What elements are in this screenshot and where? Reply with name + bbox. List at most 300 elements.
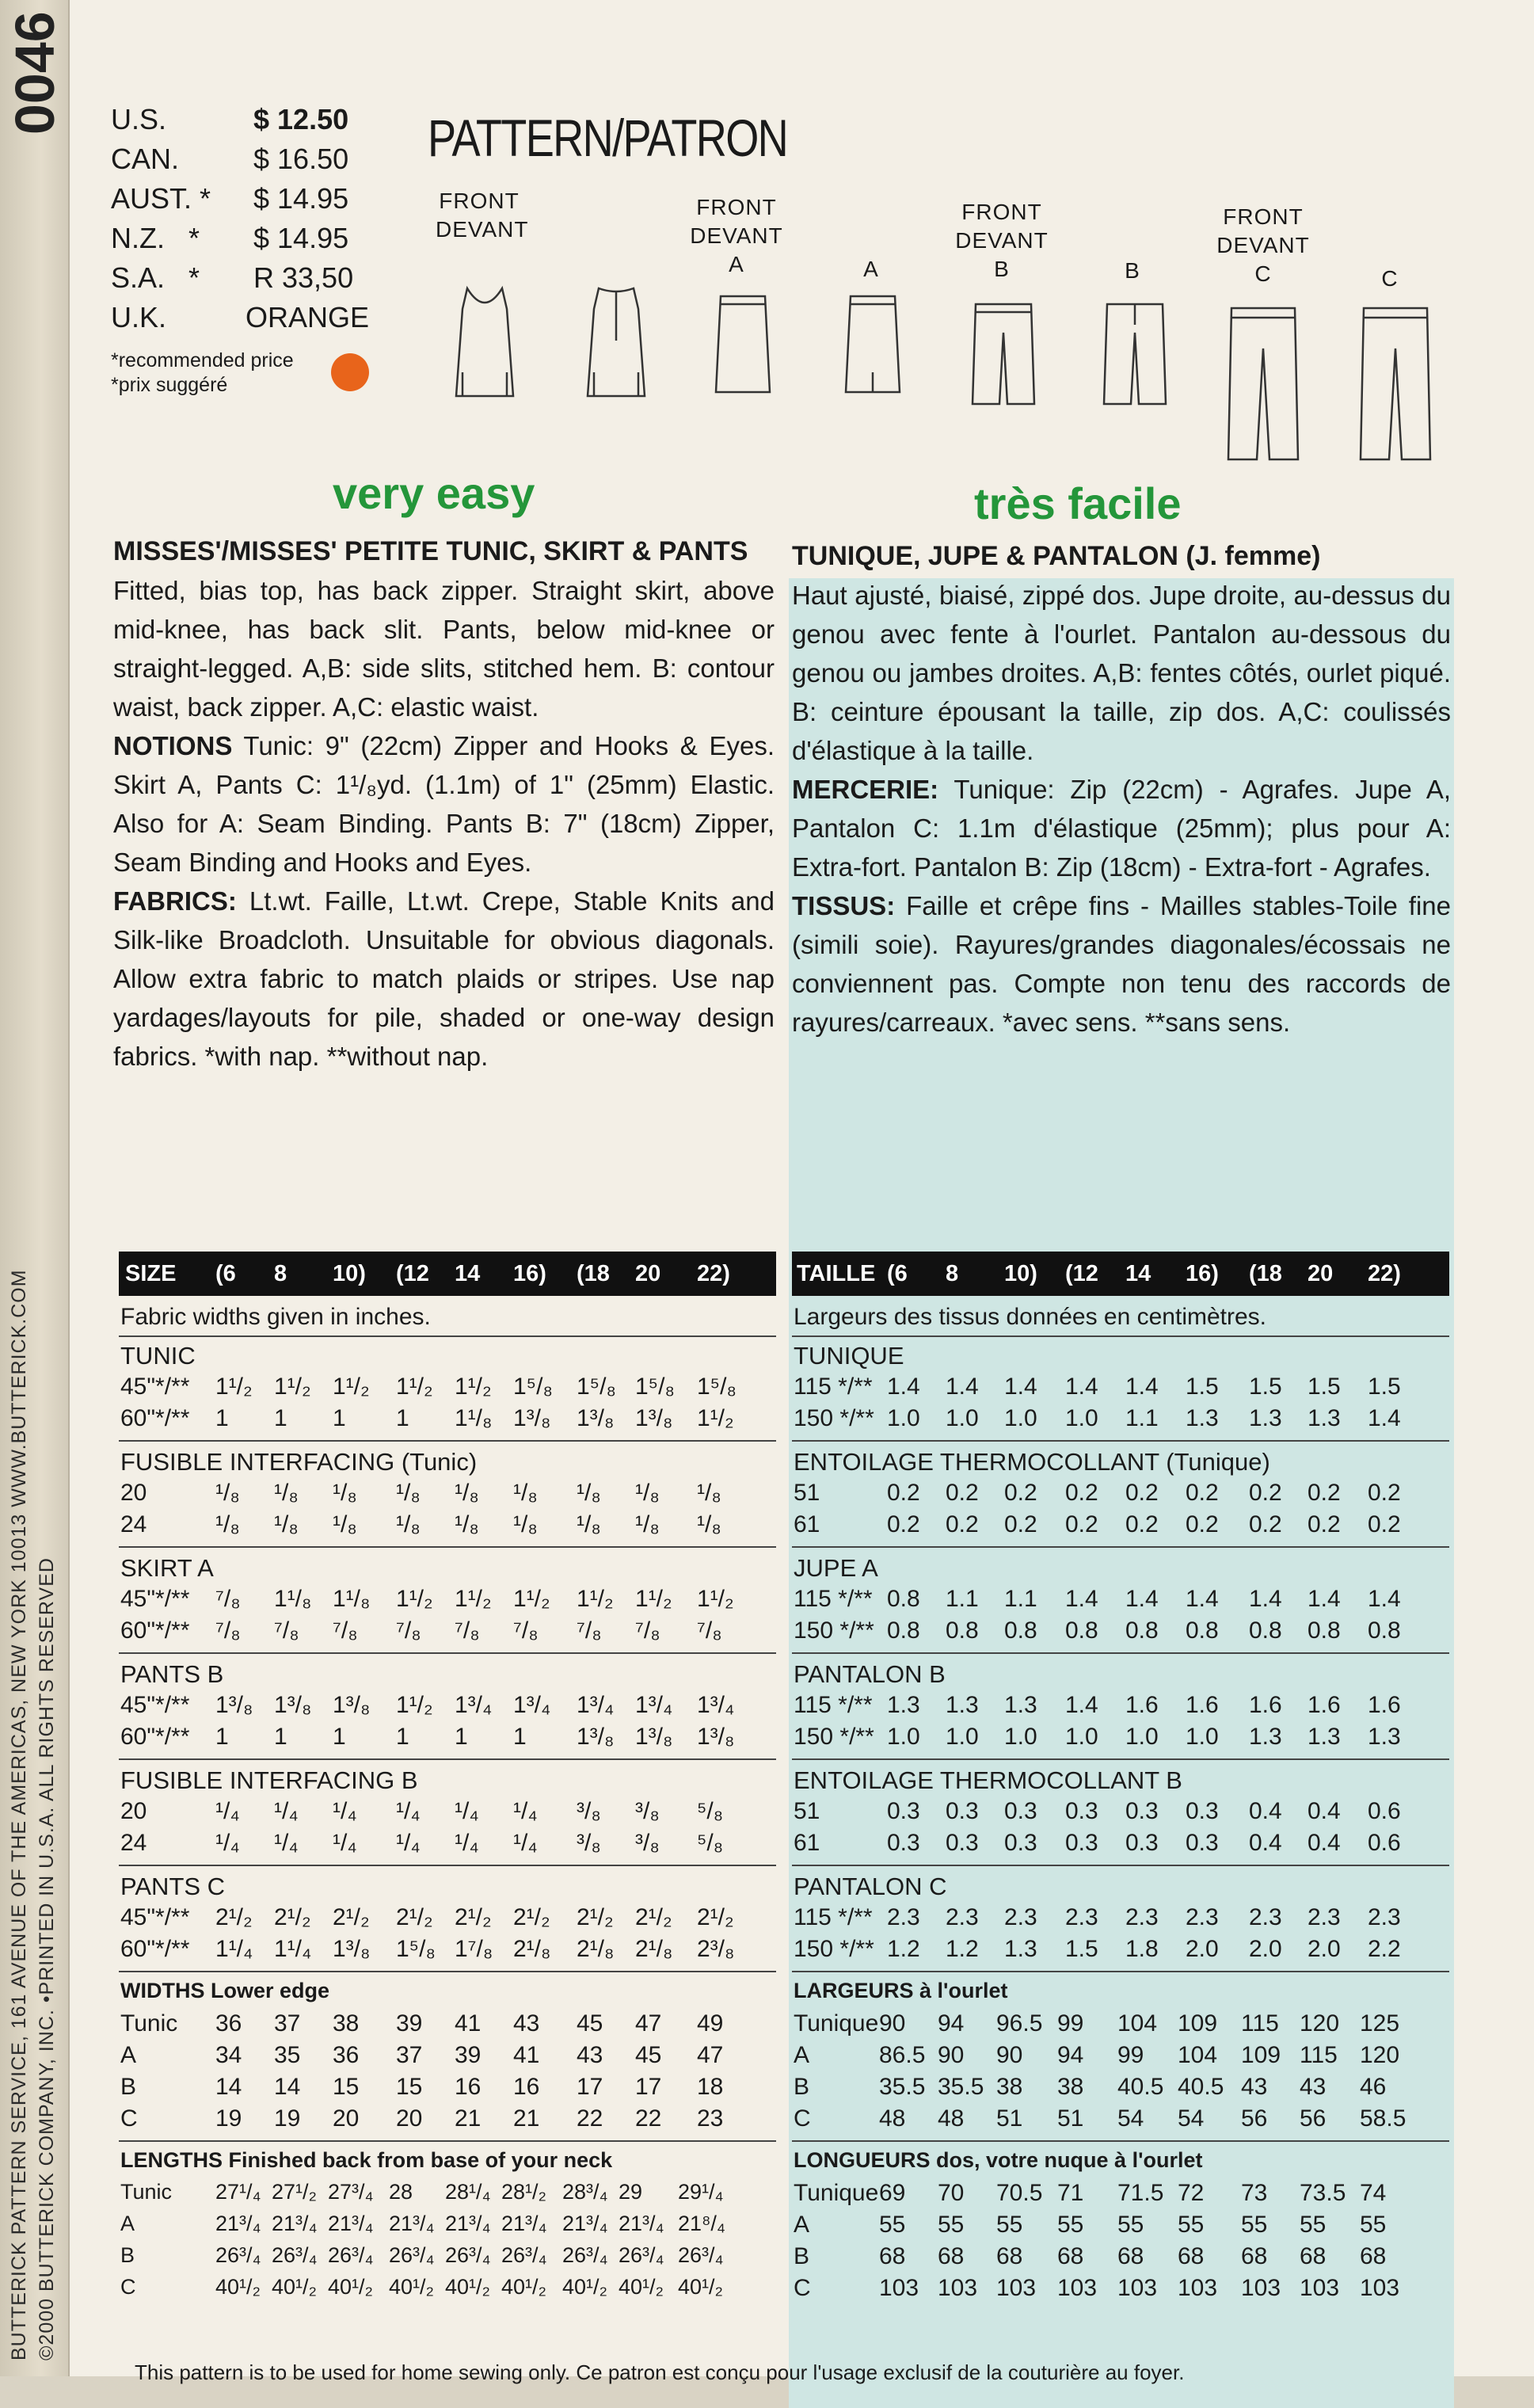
table-cell: 90	[879, 2010, 906, 2037]
table-cell: 1⁵/₈	[577, 1374, 616, 1400]
size-column-header: (18	[1249, 1261, 1282, 1286]
row-label: B	[120, 2074, 137, 2100]
table-cell: 55	[996, 2212, 1023, 2238]
table-row	[119, 1374, 776, 1404]
table-cell: 0.2	[946, 1511, 979, 1537]
table-cell: 40¹/₂	[678, 2275, 724, 2299]
table-cell: 29¹/₄	[678, 2180, 724, 2204]
skirt-front-sketch-icon	[711, 293, 775, 396]
table-cell: ⁵/₈	[697, 1798, 724, 1824]
table-cell: 2.3	[1186, 1904, 1219, 1930]
table-cell: 40.5	[1117, 2074, 1164, 2100]
row-label: 60"*/**	[120, 1405, 190, 1431]
table-cell: 35	[274, 2042, 301, 2068]
table-cell: 1.4	[1065, 1692, 1098, 1718]
table-row	[792, 1374, 1449, 1404]
table-cell: 2.3	[1249, 1904, 1282, 1930]
table-cell: 99	[1117, 2042, 1144, 2068]
table-cell: 17	[577, 2074, 603, 2100]
table-cell: 1³/₈	[215, 1692, 253, 1718]
fig-label-line: A	[729, 252, 744, 276]
table-cell: 46	[1360, 2074, 1387, 2100]
table-cell: 1.3	[1004, 1692, 1037, 1718]
table-cell: 1.3	[1308, 1405, 1341, 1431]
fabric-width-note: Fabric widths given in inches.	[120, 1304, 431, 1330]
divider	[792, 1546, 1449, 1548]
table-cell: 1.5	[1065, 1936, 1098, 1962]
fabric-section-title: TUNIC	[120, 1342, 196, 1370]
table-cell: 1.3	[1249, 1405, 1282, 1431]
price-value: R 33,50	[253, 261, 354, 294]
table-cell: 1.3	[1186, 1405, 1219, 1431]
table-cell: ¹/₈	[274, 1480, 299, 1506]
english-title: MISSES'/MISSES' PETITE TUNIC, SKIRT & PANTS	[113, 536, 748, 566]
french-description-column	[792, 537, 1451, 1042]
table-cell: 1.4	[1125, 1374, 1159, 1400]
divider	[792, 2140, 1449, 2142]
table-cell: 35.5	[879, 2074, 926, 2100]
row-label: Tunique	[794, 2180, 879, 2206]
price-list	[111, 103, 380, 341]
lengths-subheading: Finished back from base of your neck	[228, 2148, 613, 2172]
table-row	[119, 2010, 776, 2040]
table-cell: 21³/₄	[445, 2212, 491, 2235]
table-cell: 55	[938, 2212, 965, 2238]
tunic-front-sketch-icon	[445, 285, 524, 400]
fig-label-line: C	[1254, 261, 1272, 286]
table-cell: 2¹/₈	[513, 1936, 551, 1962]
table-cell: ¹/₄	[274, 1798, 299, 1824]
table-cell: 1.0	[1065, 1724, 1098, 1750]
table-cell: 0.3	[946, 1830, 979, 1856]
english-description: Fitted, bias top, has back zipper. Straight skirt, above mid-knee, has back slit. Pants, below mid-knee or straight-legged. A,B: side slits, stitched hem. B: contour waist, back zipper. A,C: elastic waist.	[113, 576, 775, 722]
table-row	[119, 1830, 776, 1860]
table-cell: 0.3	[1004, 1798, 1037, 1824]
row-label: 150 */**	[794, 1405, 874, 1431]
table-cell: ¹/₈	[697, 1480, 721, 1506]
row-label: A	[794, 2212, 810, 2238]
table-cell: 0.2	[1065, 1480, 1098, 1506]
price-row	[111, 301, 380, 341]
table-cell: 55	[1178, 2212, 1205, 2238]
table-cell: 2.3	[1065, 1904, 1098, 1930]
table-cell: 21³/₄	[619, 2212, 664, 2235]
table-cell: 109	[1241, 2042, 1281, 2068]
divider	[792, 1440, 1449, 1442]
table-cell: 54	[1178, 2105, 1205, 2132]
table-cell: 1³/₈	[513, 1405, 551, 1431]
table-cell: 40¹/₂	[272, 2275, 318, 2299]
table-cell: 0.8	[1065, 1617, 1098, 1644]
table-cell: 1.6	[1186, 1692, 1219, 1718]
table-cell: 1¹/₂	[215, 1374, 253, 1400]
table-row	[119, 2180, 776, 2210]
divider	[119, 1652, 776, 1654]
table-cell: 1.0	[1065, 1405, 1098, 1431]
table-cell: 36	[333, 2042, 360, 2068]
table-cell: 0.2	[1125, 1480, 1159, 1506]
french-description: Haut ajusté, biaisé, zippé dos. Jupe droite, au-dessus du genou avec fente à l'ourlet. Pantalon au-dessous du genou ou jambes droites. A,B: fentes côtés, ourlet piqué. B: ceinture épousant la taille, zip dos. A,C: coulissés d'élastique à la taille.	[792, 581, 1451, 765]
table-cell: 1.2	[946, 1936, 979, 1962]
table-cell: 1	[333, 1405, 346, 1431]
table-cell: 68	[1178, 2243, 1205, 2269]
tissus-text: Faille et crêpe fins - Mailles stables-Toile fine (simili soie). Rayures/grandes diagonales/écossais ne conviennent pas. Compte non tenu des raccords de rayures/carreaux. *avec sens. **sans sens.	[792, 891, 1451, 1037]
spine-line-1: BUTTERICK PATTERN SERVICE, 161 AVENUE OF THE AMERICAS, NEW YORK 10013 WWW.BUTTERICK.COM	[8, 1269, 30, 2360]
table-cell: 1³/₄	[455, 1692, 493, 1718]
table-cell: 2¹/₂	[455, 1904, 492, 1930]
size-column-header: 14	[455, 1261, 481, 1286]
table-cell: 26³/₄	[678, 2243, 724, 2267]
fabrics-text: Lt.wt. Faille, Lt.wt. Crepe, Stable Knits and Silk-like Broadcloth. Unsuitable for obvious diagonals. Allow extra fabric to match plaids or stripes. Use nap yardages/layouts for pile, shaded or one-way design fabrics. *with nap. **without nap.	[113, 886, 775, 1071]
table-cell: 1.0	[946, 1405, 979, 1431]
table-cell: 1.1	[1004, 1586, 1037, 1612]
price-value: $ 12.50	[253, 103, 349, 135]
tissus-heading: TISSUS:	[792, 891, 896, 920]
table-cell: 40.5	[1178, 2074, 1224, 2100]
price-value: ORANGE	[246, 301, 370, 333]
table-cell: 0.8	[1004, 1617, 1037, 1644]
table-cell: ³/₈	[635, 1798, 660, 1824]
fabric-section-title: JUPE A	[794, 1554, 878, 1582]
table-cell: 40¹/₂	[328, 2275, 374, 2299]
notions-text: Tunic: 9" (22cm) Zipper and Hooks & Eyes. Skirt A, Pants C: 1¹/₈yd. (1.1m) of 1" (25mm) Elastic. Also for A: Seam Binding. Pants B: 7" (18cm) Zipper, Seam Binding and Hooks and Eyes.	[113, 731, 775, 877]
table-cell: 1.4	[1186, 1586, 1219, 1612]
table-cell: 90	[996, 2042, 1023, 2068]
divider	[119, 1440, 776, 1442]
row-label: B	[794, 2243, 810, 2269]
table-cell: 1.5	[1308, 1374, 1341, 1400]
pattern-title: PATTERN/PATRON	[428, 109, 788, 167]
table-cell: 1¹/₈	[274, 1586, 312, 1612]
table-cell: 39	[396, 2010, 423, 2037]
table-cell: ¹/₈	[635, 1511, 660, 1537]
table-cell: 1.8	[1125, 1936, 1159, 1962]
price-value: $ 14.95	[253, 182, 349, 215]
table-cell: ¹/₈	[396, 1511, 421, 1537]
table-cell: 1.0	[887, 1405, 920, 1431]
table-cell: 1	[396, 1405, 409, 1431]
table-cell: 55	[1241, 2212, 1268, 2238]
table-cell: ⁷/₈	[513, 1617, 539, 1644]
table-cell: 48	[938, 2105, 965, 2132]
table-cell: 1¹/₂	[274, 1374, 311, 1400]
table-cell: 1³/₈	[333, 1936, 371, 1962]
table-cell: 43	[1300, 2074, 1327, 2100]
table-cell: 54	[1117, 2105, 1144, 2132]
row-label: 60"*/**	[120, 1724, 190, 1750]
size-label: TAILLE	[797, 1261, 876, 1286]
table-cell: 26³/₄	[562, 2243, 608, 2267]
table-cell: 48	[879, 2105, 906, 2132]
table-cell: 103	[1241, 2275, 1281, 2301]
table-cell: 2¹/₂	[577, 1904, 614, 1930]
table-cell: 90	[938, 2042, 965, 2068]
table-cell: 0.4	[1308, 1830, 1341, 1856]
fig-label-skirt-front	[689, 193, 784, 279]
table-cell: 0.6	[1368, 1830, 1401, 1856]
table-cell: 0.2	[1186, 1480, 1219, 1506]
table-cell: ¹/₈	[455, 1511, 479, 1537]
table-cell: 51	[996, 2105, 1023, 2132]
table-cell: 0.2	[1308, 1480, 1341, 1506]
row-label: A	[794, 2042, 810, 2068]
table-cell: 1.1	[1125, 1405, 1159, 1431]
table-cell: ⁷/₈	[215, 1586, 241, 1612]
table-cell: 1	[333, 1724, 346, 1750]
pantsb-front-sketch-icon	[968, 301, 1039, 408]
table-cell: 2.3	[1308, 1904, 1341, 1930]
table-cell: 1¹/₂	[396, 1374, 433, 1400]
table-cell: 0.3	[887, 1798, 920, 1824]
table-cell: 103	[879, 2275, 919, 2301]
table-cell: 115	[1300, 2042, 1338, 2068]
french-fabrics	[792, 886, 1451, 1042]
fig-label-line: FRONT	[1223, 204, 1304, 229]
table-cell: 2.2	[1368, 1936, 1401, 1962]
table-cell: 40¹/₂	[619, 2275, 664, 2299]
table-cell: 120	[1300, 2010, 1340, 2037]
table-cell: 27¹/₂	[272, 2180, 318, 2204]
table-cell: 1	[274, 1405, 287, 1431]
table-cell: 28¹/₄	[445, 2180, 491, 2204]
table-row	[792, 2074, 1449, 2104]
table-cell: 0.3	[1125, 1830, 1159, 1856]
row-label: B	[794, 2074, 810, 2100]
table-cell: 68	[1241, 2243, 1268, 2269]
table-cell: 0.3	[946, 1798, 979, 1824]
row-label: 61	[794, 1511, 820, 1537]
table-cell: 1.5	[1249, 1374, 1282, 1400]
table-cell: 26³/₄	[272, 2243, 318, 2267]
table-cell: 0.8	[946, 1617, 979, 1644]
table-cell: 125	[1360, 2010, 1400, 2037]
lengths-title	[120, 2148, 612, 2173]
table-cell: 0.2	[1249, 1511, 1282, 1537]
fabric-width-note: Largeurs des tissus données en centimètres.	[794, 1304, 1266, 1330]
table-cell: 41	[513, 2042, 540, 2068]
table-cell: 0.2	[1125, 1511, 1159, 1537]
fabric-section-title: FUSIBLE INTERFACING (Tunic)	[120, 1448, 478, 1476]
fig-label-tunic-front	[436, 187, 529, 244]
row-label: 60"*/**	[120, 1936, 190, 1962]
table-cell: ¹/₄	[455, 1830, 479, 1856]
table-row	[119, 1511, 776, 1541]
table-cell: 35.5	[938, 2074, 984, 2100]
size-column-header: (12	[1065, 1261, 1098, 1286]
table-cell: ⁷/₈	[274, 1617, 299, 1644]
table-cell: 2.3	[946, 1904, 979, 1930]
table-cell: 1³/₈	[577, 1724, 615, 1750]
table-cell: 1.5	[1368, 1374, 1401, 1400]
table-cell: 23	[697, 2105, 724, 2132]
table-cell: 0.8	[1249, 1617, 1282, 1644]
table-header-bar	[792, 1252, 1449, 1296]
table-cell: ⁷/₈	[333, 1617, 358, 1644]
table-row	[792, 2105, 1449, 2136]
table-cell: 1¹/₂	[635, 1586, 672, 1612]
table-cell: 16	[455, 2074, 482, 2100]
table-cell: 15	[396, 2074, 423, 2100]
table-cell: ¹/₈	[215, 1480, 240, 1506]
table-cell: 0.8	[1125, 1617, 1159, 1644]
pantsc-back-sketch-icon	[1356, 305, 1435, 463]
table-cell: 19	[274, 2105, 301, 2132]
table-cell: 1⁵/₈	[635, 1374, 675, 1400]
lengths-heading: LENGTHS	[120, 2148, 223, 2172]
table-cell: 104	[1178, 2042, 1218, 2068]
table-cell: 21³/₄	[328, 2212, 374, 2235]
table-cell: ⁷/₈	[635, 1617, 660, 1644]
row-label: Tunic	[120, 2010, 178, 2037]
table-cell: 55	[1117, 2212, 1144, 2238]
table-cell: 0.4	[1308, 1798, 1341, 1824]
table-cell: 1.6	[1368, 1692, 1401, 1718]
table-row	[792, 2042, 1449, 2072]
row-label: C	[794, 2275, 811, 2301]
table-cell: 68	[879, 2243, 906, 2269]
table-cell: ⁷/₈	[455, 1617, 480, 1644]
widths-heading: LARGEURS	[794, 1979, 914, 2002]
table-cell: 28	[389, 2180, 413, 2204]
table-cell: 68	[1117, 2243, 1144, 2269]
table-cell: 1³/₄	[513, 1692, 551, 1718]
divider	[119, 1546, 776, 1548]
row-label: B	[120, 2243, 135, 2267]
table-row	[792, 1798, 1449, 1828]
table-cell: 1¹/₄	[215, 1936, 253, 1962]
table-cell: ¹/₄	[333, 1798, 357, 1824]
table-cell: 2.3	[1125, 1904, 1159, 1930]
table-cell: 37	[396, 2042, 423, 2068]
table-cell: 1¹/₂	[333, 1374, 370, 1400]
table-cell: ¹/₄	[455, 1798, 479, 1824]
table-cell: 1.5	[1186, 1374, 1219, 1400]
table-row	[792, 1830, 1449, 1860]
table-cell: 17	[635, 2074, 662, 2100]
row-label: 20	[120, 1480, 147, 1506]
table-cell: 2³/₈	[697, 1936, 735, 1962]
divider	[119, 1758, 776, 1760]
table-cell: 0.2	[1004, 1511, 1037, 1537]
fig-label-line: DEVANT	[436, 217, 529, 242]
english-notions	[113, 726, 775, 882]
table-cell: 0.2	[1368, 1511, 1401, 1537]
table-row	[119, 2275, 776, 2305]
table-cell: 47	[635, 2010, 662, 2037]
price-value: $ 14.95	[253, 222, 349, 254]
table-cell: 2¹/₂	[635, 1904, 672, 1930]
price-value: $ 16.50	[253, 143, 349, 175]
english-fabrics	[113, 882, 775, 1076]
table-cell: 40¹/₂	[445, 2275, 491, 2299]
row-label: 45"*/**	[120, 1904, 190, 1930]
tres-facile-label: très facile	[974, 478, 1182, 528]
table-cell: 103	[1300, 2275, 1340, 2301]
table-cell: ⁷/₈	[577, 1617, 602, 1644]
table-row	[792, 2180, 1449, 2210]
table-cell: 94	[1057, 2042, 1084, 2068]
size-column-header: 10)	[1004, 1261, 1037, 1286]
mercerie-heading: MERCERIE:	[792, 775, 939, 804]
table-cell: ¹/₄	[333, 1830, 357, 1856]
fig-label-line: DEVANT	[690, 223, 783, 248]
table-cell: 99	[1057, 2010, 1084, 2037]
table-cell: 1.0	[946, 1724, 979, 1750]
table-cell: ³/₈	[577, 1830, 601, 1856]
table-cell: 49	[697, 2010, 724, 2037]
table-cell: 20	[396, 2105, 423, 2132]
table-cell: 22	[577, 2105, 603, 2132]
row-label: 150 */**	[794, 1724, 874, 1750]
table-cell: 1.0	[1004, 1724, 1037, 1750]
size-column-header: 14	[1125, 1261, 1151, 1286]
notions-heading: NOTIONS	[113, 731, 233, 760]
table-cell: 55	[1300, 2212, 1327, 2238]
table-cell: 21³/₄	[501, 2212, 547, 2235]
table-cell: 94	[938, 2010, 965, 2037]
table-cell: ¹/₄	[396, 1798, 421, 1824]
table-cell: 43	[1241, 2074, 1268, 2100]
table-cell: 72	[1178, 2180, 1205, 2206]
table-cell: 1	[513, 1724, 527, 1750]
table-cell: 21	[455, 2105, 482, 2132]
table-cell: 1¹/₂	[396, 1586, 433, 1612]
table-cell: ¹/₈	[333, 1511, 357, 1537]
fig-label-line: DEVANT	[1216, 233, 1310, 257]
table-cell: ¹/₈	[577, 1480, 601, 1506]
table-cell: 1.2	[887, 1936, 920, 1962]
size-column-header: (18	[577, 1261, 610, 1286]
table-cell: ¹/₈	[274, 1511, 299, 1537]
table-cell: 1³/₈	[333, 1692, 371, 1718]
table-cell: 0.3	[1065, 1798, 1098, 1824]
table-cell: 1.4	[1368, 1586, 1401, 1612]
table-cell: 1³/₄	[635, 1692, 673, 1718]
table-cell: 0.6	[1368, 1798, 1401, 1824]
fig-label-line: FRONT	[961, 200, 1042, 224]
table-cell: 70	[938, 2180, 965, 2206]
fig-label-skirt-back: A	[863, 257, 879, 281]
table-cell: 1.0	[1186, 1724, 1219, 1750]
divider	[792, 1971, 1449, 1972]
table-row	[119, 1724, 776, 1754]
table-row	[119, 1617, 776, 1648]
table-cell: 1.0	[1125, 1724, 1159, 1750]
table-cell: 115	[1241, 2010, 1279, 2037]
table-row	[792, 2212, 1449, 2242]
row-label: 24	[120, 1830, 147, 1856]
table-cell: 1¹/₈	[455, 1405, 493, 1431]
table-cell: 103	[1117, 2275, 1158, 2301]
table-cell: 26³/₄	[389, 2243, 435, 2267]
table-cell: 34	[215, 2042, 242, 2068]
table-row	[119, 1904, 776, 1934]
table-cell: 19	[215, 2105, 242, 2132]
table-cell: 1.6	[1308, 1692, 1341, 1718]
divider	[792, 1758, 1449, 1760]
table-cell: 1³/₄	[577, 1692, 615, 1718]
table-cell: 1³/₈	[577, 1405, 615, 1431]
table-cell: 1.4	[1308, 1586, 1341, 1612]
widths-subheading: Lower edge	[211, 1979, 330, 2002]
table-cell: 103	[938, 2275, 978, 2301]
table-cell: 1⁵/₈	[513, 1374, 553, 1400]
table-cell: ¹/₈	[577, 1511, 601, 1537]
fabric-section-title: ENTOILAGE THERMOCOLLANT (Tunique)	[794, 1448, 1270, 1476]
row-label: Tunique	[794, 2010, 879, 2037]
table-cell: 1³/₈	[274, 1692, 312, 1718]
table-cell: 56	[1300, 2105, 1327, 2132]
